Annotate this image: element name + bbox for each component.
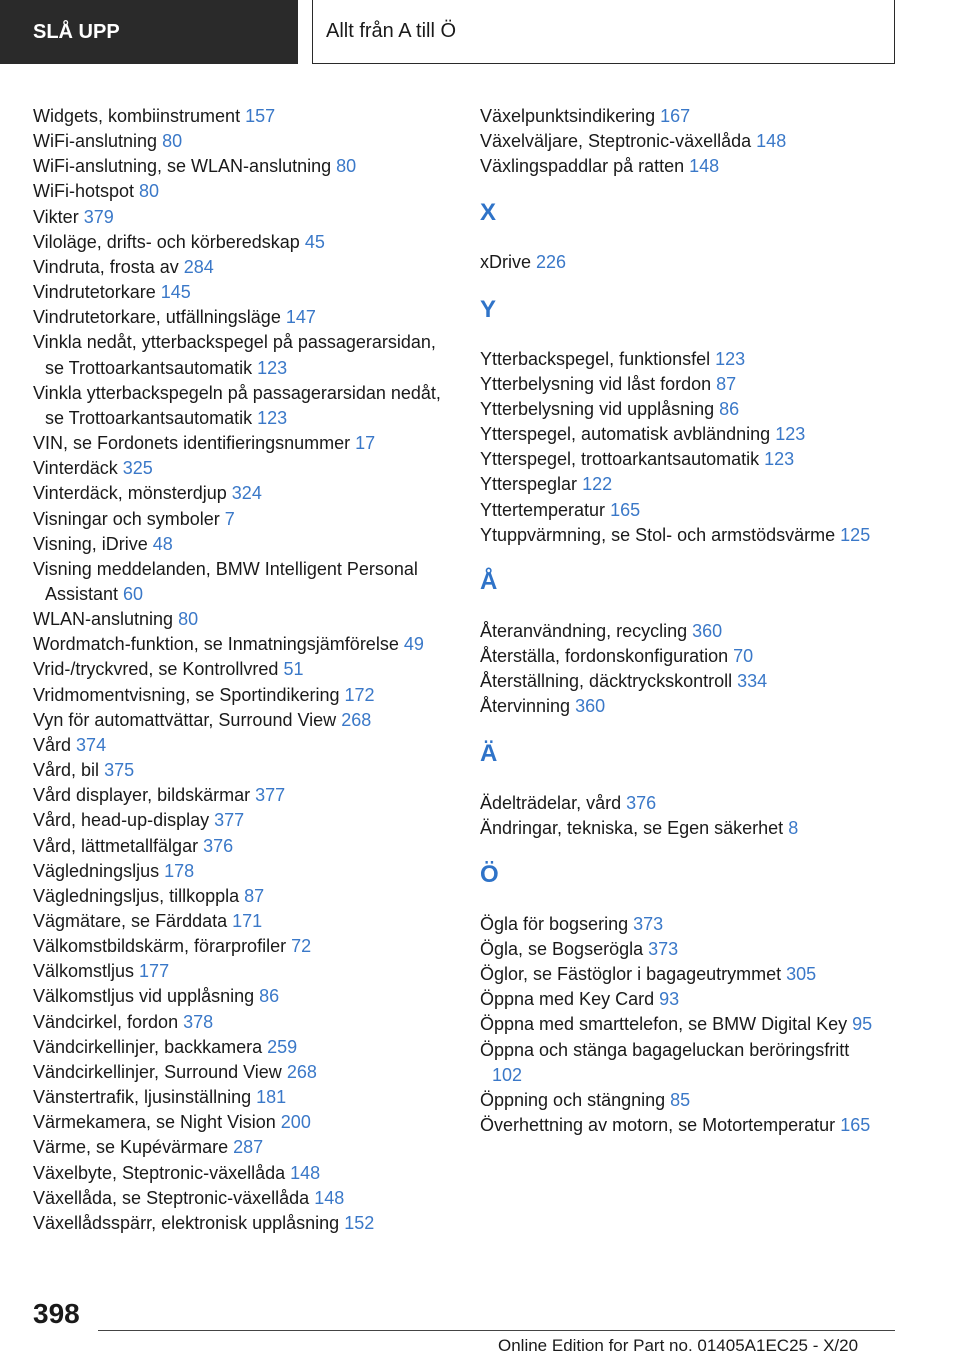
index-entry-text: Ytterbackspegel, funktionsfel [480,348,711,369]
index-entry [33,884,453,909]
index-entry [33,532,453,557]
page-reference-link[interactable]: 123 [257,357,288,378]
index-entry [33,1085,453,1110]
page-reference-link[interactable]: 373 [633,913,664,934]
index-entry-text: VIN, se Fordonets identifieringsnummer [33,433,351,454]
page-reference-link[interactable]: 125 [840,524,871,545]
page-reference-link[interactable]: 93 [659,989,680,1010]
page-reference-link[interactable]: 177 [139,961,170,982]
page-reference-link[interactable]: 80 [336,156,357,177]
index-entry [480,347,880,372]
page-reference-link[interactable]: 376 [626,792,657,813]
page-reference-link[interactable]: 287 [233,1137,264,1158]
index-entry-text: WiFi-anslutning, se WLAN-anslutning [33,156,332,177]
page-reference-link[interactable]: 8 [788,817,799,838]
index-entry-text: Vindruta, frosta av [33,256,179,277]
index-entry-text: Värme, se Kupévärmare [33,1137,229,1158]
index-entry-text: Öglor, se Fästöglor i bagageutrymmet [480,964,782,985]
page-reference-link[interactable]: 87 [716,373,737,394]
index-column-left [33,104,453,1236]
index-entry [480,912,880,937]
page-reference-link[interactable]: 123 [715,348,746,369]
index-entry-text: Återställa, fordonskonfiguration [480,646,729,667]
index-entry-text: Vindrutetorkare [33,282,156,303]
index-entry-text: Ytterbelysning vid låst fordon [480,373,712,394]
index-entry-text: Vägledningsljus, tillkoppla [33,885,240,906]
index-entry [480,129,880,154]
index-entry [33,330,453,380]
index-entry-text: Vänstertrafik, ljusinställning [33,1087,252,1108]
index-entry [33,1211,453,1236]
page-reference-link[interactable]: 152 [344,1212,375,1233]
page-reference-link[interactable]: 145 [160,282,191,303]
index-entry-text: Visningar och symboler [33,508,220,529]
index-entry [480,498,880,523]
page-reference-link[interactable]: 200 [280,1112,311,1133]
index-entry-text: Vård displayer, bildskärmar [33,785,251,806]
page-reference-link[interactable]: 80 [139,181,160,202]
footer-divider [98,1330,895,1331]
index-entry-text: Öppna med smarttelefon, se BMW Digital Key [480,1014,848,1035]
index-entry [33,758,453,783]
page-reference-link[interactable]: 7 [224,508,235,529]
index-entry [480,1113,880,1138]
index-entry [33,733,453,758]
page-reference-link[interactable]: 360 [575,696,606,717]
section-tab-label: SLÅ UPP [33,20,120,43]
index-entry-text: Vård, bil [33,760,100,781]
page-reference-link[interactable]: 375 [104,760,135,781]
index-entry [480,694,880,719]
index-entry [33,632,453,657]
index-entry [480,1038,880,1088]
index-entry [33,557,453,607]
index-entry [33,456,453,481]
index-entry [33,859,453,884]
page-reference-link[interactable]: 165 [610,499,641,520]
index-entry [480,816,880,841]
page-reference-link[interactable]: 284 [183,256,214,277]
page-reference-link[interactable]: 376 [203,835,234,856]
page-reference-link[interactable]: 157 [245,106,276,126]
index-entry-text: Ädelträdelar, vård [480,792,622,813]
index-entry [33,255,453,280]
index-entry-text: Vinterdäck [33,458,118,479]
page-reference-link[interactable]: 360 [692,620,723,641]
index-entry-text: Välkomstljus vid upplåsning [33,986,255,1007]
index-entry [480,447,880,472]
index-entry [480,250,880,275]
index-entry [480,472,880,497]
index-entry [480,104,880,129]
index-entry [480,962,880,987]
index-entry-text: Växellådsspärr, elektronisk upplåsning [33,1212,340,1233]
index-letter-heading: Ä [480,739,498,767]
index-entry-text: Vägmätare, se Färddata [33,911,228,931]
index-entry-text: Vinterdäck, mönsterdjup [33,483,227,504]
page-reference-link[interactable]: 147 [285,307,316,328]
index-entry-text: Växelbyte, Steptronic-växellåda [33,1162,286,1183]
index-entry [33,1135,453,1160]
page-reference-link[interactable]: 95 [852,1014,873,1035]
index-entry-text: WLAN-anslutning [33,609,174,630]
index-column-right [480,104,880,1138]
page-reference-link[interactable]: 80 [162,131,183,152]
index-entry-text: Ytterspegel, automatisk avbländning [480,424,771,445]
index-entry-text: Öppna med Key Card [480,989,655,1010]
index-entry [480,619,880,644]
index-entry [33,431,453,456]
index-entry [33,1186,453,1211]
page-reference-link[interactable]: 85 [670,1089,691,1110]
index-entry-text: Viloläge, drifts- och körberedskap [33,231,300,252]
index-entry [33,683,453,708]
index-entry [33,280,453,305]
page-reference-link[interactable]: 123 [775,424,806,445]
index-entry [33,1060,453,1085]
page-reference-link[interactable]: 268 [341,709,372,730]
index-entry-text: Ytterspegel, trottoarkantsautomatik [480,449,760,470]
page-title: Allt från A till Ö [326,20,457,42]
index-entry [480,1012,880,1037]
index-entry [33,708,453,733]
section-tab [0,0,298,64]
index-entry-text: Vård, head-up-display [33,810,210,831]
page-reference-link[interactable]: 48 [152,533,173,554]
index-entry-text: Widgets, kombiinstrument [33,106,241,126]
index-entry-text: WiFi-anslutning [33,131,158,152]
page-reference-link[interactable]: 334 [737,671,768,692]
index-entry-text: Vrid-/tryckvred, se Kontrollvred [33,659,279,680]
page-reference-link[interactable]: 373 [648,938,679,959]
index-entry-text: Växellåda, se Steptronic-växellåda [33,1187,310,1208]
page-reference-link[interactable]: 378 [183,1011,214,1032]
footer-edition-text: Online Edition for Part no. 01405A1EC25 - X/20 [498,1336,859,1355]
index-entry [480,987,880,1012]
index-entry-text: Vändcirkellinjer, backkamera [33,1036,263,1057]
page-reference-link[interactable]: 72 [291,936,312,957]
index-entry [480,154,880,179]
index-entry [33,657,453,682]
page-reference-link[interactable]: 226 [536,252,567,273]
page-reference-link[interactable]: 324 [231,483,262,504]
index-entry [480,669,880,694]
page-reference-link[interactable]: 45 [304,231,325,252]
index-entry-text: Växelväljare, Steptronic-växellåda [480,131,752,152]
index-entry-text: Ändringar, tekniska, se Egen säkerhet [480,817,784,838]
index-entry [480,372,880,397]
index-entry [33,909,453,934]
page-reference-link[interactable]: 178 [164,860,195,881]
index-entry [33,607,453,632]
index-entry [33,129,453,154]
index-entry-text: Överhettning av motorn, se Motortemperatur [480,1115,836,1136]
index-entry [33,205,453,230]
index-entry-text: Välkomstbildskärm, förarprofiler [33,936,287,957]
page-reference-link[interactable]: 268 [286,1061,317,1082]
page-reference-link[interactable]: 148 [689,156,720,177]
index-entry-text: Välkomstljus [33,961,135,982]
index-entry-text: Vändcirkel, fordon [33,1011,179,1032]
index-entry [33,1161,453,1186]
page-reference-link[interactable]: 148 [290,1162,321,1183]
index-entry [33,834,453,859]
index-entry [33,783,453,808]
page-reference-link[interactable]: 87 [244,885,265,906]
index-entry [480,523,880,548]
page-reference-link[interactable]: 172 [344,684,375,705]
index-entry [480,422,880,447]
page-reference-link[interactable]: 17 [355,433,376,454]
index-entry-text: Återanvändning, recycling [480,620,688,641]
page-reference-link[interactable]: 123 [764,449,795,470]
page-reference-link[interactable]: 259 [267,1036,298,1057]
index-entry-text: Ögla, se Bogserögla [480,938,644,959]
page-reference-link[interactable]: 167 [660,106,691,126]
index-entry [33,230,453,255]
index-entry-text: Visning, iDrive [33,533,148,554]
index-entry [33,507,453,532]
index-letter-heading: Å [480,567,498,595]
page-reference-link[interactable]: 122 [582,474,613,495]
index-entry [33,104,453,129]
page-reference-link[interactable]: 325 [122,458,153,479]
page-reference-link[interactable]: 379 [83,206,114,227]
page-reference-link[interactable]: 102 [492,1064,523,1085]
index-letter-heading: Y [480,295,497,323]
index-entry-text: Vändcirkellinjer, Surround View [33,1061,282,1082]
index-entry-text: Vridmomentvisning, se Sportindikering [33,684,340,705]
index-entry [33,808,453,833]
index-entry-text: Ytuppvärmning, se Stol- och armstödsvärme [480,524,836,545]
index-entry [33,154,453,179]
index-entry [33,381,453,431]
page-reference-link[interactable]: 70 [733,646,754,667]
index-entry [33,481,453,506]
index-entry-text: Ytterbelysning vid upplåsning [480,398,715,419]
index-entry [480,937,880,962]
page-number: 398 [33,1298,80,1329]
index-entry-text: Växelpunktsindikering [480,106,656,126]
index-entry [33,305,453,330]
index-entry-text: Vikter [33,206,79,227]
index-entry-text: Yttertemperatur [480,499,606,520]
index-entry [33,1035,453,1060]
page-reference-link[interactable]: 80 [178,609,199,630]
page-reference-link[interactable]: 148 [314,1187,345,1208]
index-entry-text: Vård [33,734,72,755]
index-entry [480,791,880,816]
index-entry-text: Återvinning [480,696,571,717]
index-entry [480,397,880,422]
page-reference-link[interactable]: 181 [256,1087,287,1108]
page-reference-link[interactable]: 305 [786,964,817,985]
page-reference-link[interactable]: 60 [123,583,144,604]
index-entry-text: Ytterspeglar [480,474,578,495]
index-entry-text: Öppna och stänga bagageluckan beröringsfritt [480,1039,850,1060]
page-reference-link[interactable]: 377 [255,785,286,806]
page-reference-link[interactable]: 165 [840,1115,871,1136]
index-entry-text: Wordmatch-funktion, se Inmatningsjämförelse [33,634,399,655]
page-reference-link[interactable]: 49 [403,634,424,655]
page-reference-link[interactable]: 377 [214,810,245,831]
page-reference-link[interactable]: 171 [232,911,263,931]
index-entry [480,1088,880,1113]
index-entry-text: Vård, lättmetallfälgar [33,835,199,856]
index-entry-text: Vindrutetorkare, utfällningsläge [33,307,281,328]
index-entry [33,934,453,959]
index-entry-text: Vyn för automattvättar, Surround View [33,709,337,730]
index-entry [33,179,453,204]
index-entry-text: Vägledningsljus [33,860,160,881]
index-entry-text: Värmekamera, se Night Vision [33,1112,276,1133]
index-entry-text: Återställning, däcktryckskontroll [480,671,733,692]
index-entry-text: Visning meddelanden, BMW Intelligent Personal Assistant [33,558,418,604]
index-entry-text: Öppning och stängning [480,1089,666,1110]
index-entry [33,959,453,984]
index-entry-text: WiFi-hotspot [33,181,135,202]
page-reference-link[interactable]: 123 [257,407,288,428]
page-reference-link[interactable]: 51 [283,659,304,680]
index-entry-text: Vinkla nedåt, ytterbackspegel på passagerarsidan, se Trottoarkantsautomatik [33,332,436,378]
index-entry [33,984,453,1009]
index-entry-text: Vinkla ytterbackspegeln på passagerarsidan nedåt, se Trottoarkantsautomatik [33,382,441,428]
page-reference-link[interactable]: 374 [76,734,107,755]
index-entry-text: Växlingspaddlar på ratten [480,156,685,177]
page-reference-link[interactable]: 148 [756,131,787,152]
index-entry-text: Ögla för bogsering [480,913,629,934]
index-entry-text: xDrive [480,252,532,273]
index-entry [33,1110,453,1135]
index-entry [480,644,880,669]
index-letter-heading: Ö [480,860,499,888]
page-reference-link[interactable]: 86 [259,986,280,1007]
page-reference-link[interactable]: 86 [719,398,740,419]
page-header-title [312,0,895,64]
index-entry [33,1010,453,1035]
index-letter-heading: X [480,199,497,227]
